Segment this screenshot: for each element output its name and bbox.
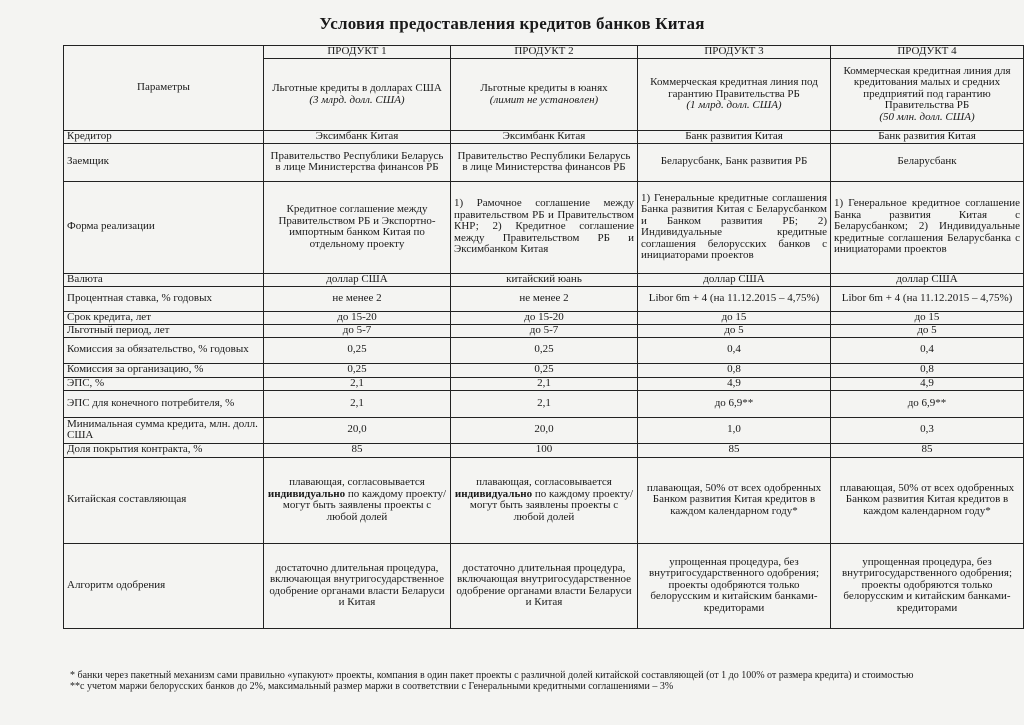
table-row-currency <box>64 273 1024 286</box>
cell: 0,8 <box>638 363 831 377</box>
cell: Libor 6m + 4 (на 11.12.2015 – 4,75%) <box>831 286 1024 311</box>
cell: достаточно длительная процедура, включающая внутригосударственное одобрение органами власти Беларуси и Китая <box>264 543 451 628</box>
cell-text: плавающая, согласовывается <box>476 476 612 488</box>
row-label: Валюта <box>64 273 264 286</box>
cell: до 5-7 <box>264 324 451 337</box>
product-4-note: (50 млн. долл. США) <box>879 110 975 123</box>
cell: Эксимбанк Китая <box>264 131 451 144</box>
cell: Банк развития Китая <box>638 131 831 144</box>
cell: до 15-20 <box>451 311 638 324</box>
cell: доллар США <box>831 273 1024 286</box>
cell-emphasis: индивидуально <box>454 487 533 500</box>
row-label: Комиссия за обязательство, % годовых <box>64 337 264 363</box>
cell: плавающая, 50% от всех одобренных Банком развития Китая кредитов в каждом календарном году* <box>638 457 831 543</box>
cell-text: по каждому проекту/могут быть заявлены проекты с любой долей <box>282 487 447 523</box>
cell-emphasis: индивидуально <box>267 487 346 500</box>
cell: до 15 <box>638 311 831 324</box>
cell: до 5 <box>831 324 1024 337</box>
table-row-eps <box>64 377 1024 390</box>
row-label: Заемщик <box>64 143 264 181</box>
cell: 4,9 <box>831 377 1024 390</box>
table-row-eps-final <box>64 390 1024 417</box>
table-row-borrower <box>64 143 1024 181</box>
cell-text: плавающая, согласовывается <box>289 476 425 488</box>
product-4-name-cell <box>831 59 1024 131</box>
cell: Эксимбанк Китая <box>451 131 638 144</box>
cell: 1) Рамочное соглашение между правительством РБ и Правительством КНР; 2) Кредитное соглашение между Правительством РБ и Эксимбанком Китая <box>451 181 638 273</box>
page-title: Условия предоставления кредитов банков Китая <box>319 14 705 33</box>
product-3-note: (1 млрд. долл. США) <box>686 99 782 112</box>
cell <box>451 457 638 543</box>
cell: Libor 6m + 4 (на 11.12.2015 – 4,75%) <box>638 286 831 311</box>
table-row-min-amount <box>64 417 1024 443</box>
table-row-creditor <box>64 131 1024 144</box>
cell: 2,1 <box>264 377 451 390</box>
cell: 2,1 <box>264 390 451 417</box>
table-row-form <box>64 181 1024 273</box>
cell: не менее 2 <box>451 286 638 311</box>
product-1-name: Льготные кредиты в долларах США <box>272 82 442 94</box>
cell: 0,4 <box>831 337 1024 363</box>
cell: Банк развития Китая <box>831 131 1024 144</box>
product-4-name: Коммерческая кредитная линия для кредитования малых и средних предприятий под гарантию Правительства РБ <box>843 64 1011 112</box>
row-label: Процентная ставка, % годовых <box>64 286 264 311</box>
cell: 85 <box>831 443 1024 457</box>
product-2-label: ПРОДУКТ 2 <box>451 46 638 59</box>
product-1-label: ПРОДУКТ 1 <box>264 46 451 59</box>
row-label: Кредитор <box>64 131 264 144</box>
cell: 85 <box>264 443 451 457</box>
cell: до 15-20 <box>264 311 451 324</box>
cell <box>264 457 451 543</box>
cell: Правительство Республики Беларусь в лице Министерства финансов РБ <box>264 143 451 181</box>
product-2-name: Льготные кредиты в юанях <box>480 82 608 94</box>
product-3-name: Коммерческая кредитная линия под гарантию Правительства РБ <box>650 76 818 100</box>
table-row-coverage <box>64 443 1024 457</box>
cell: до 6,9** <box>831 390 1024 417</box>
footnote-1-mark: * <box>70 670 75 681</box>
cell: 2,1 <box>451 390 638 417</box>
cell-text: по каждому проекту/могут быть заявлены проекты с любой долей <box>469 487 634 523</box>
cell: Кредитное соглашение между Правительством РБ и Экспортно-импортным банком Китая по отдельному проекту <box>264 181 451 273</box>
row-label: ЭПС для конечного потребителя, % <box>64 390 264 417</box>
product-4-label: ПРОДУКТ 4 <box>831 46 1024 59</box>
cell: 2,1 <box>451 377 638 390</box>
footnotes <box>70 670 1000 692</box>
table-row-arrangement-fee <box>64 363 1024 377</box>
row-label: Алгоритм одобрения <box>64 543 264 628</box>
cell: Беларусбанк <box>831 143 1024 181</box>
cell: доллар США <box>638 273 831 286</box>
row-label: ЭПС, % <box>64 377 264 390</box>
cell: 0,3 <box>831 417 1024 443</box>
row-label: Срок кредита, лет <box>64 311 264 324</box>
cell: 0,25 <box>451 337 638 363</box>
table-header-row <box>64 46 1024 59</box>
product-3-label: ПРОДУКТ 3 <box>638 46 831 59</box>
table-row-term <box>64 311 1024 324</box>
table-row-chinese-component <box>64 457 1024 543</box>
cell: 20,0 <box>451 417 638 443</box>
row-label: Доля покрытия контракта, % <box>64 443 264 457</box>
cell: 1,0 <box>638 417 831 443</box>
table-row-approval <box>64 543 1024 628</box>
product-2-note: (лимит не установлен) <box>489 93 599 106</box>
product-1-name-cell <box>264 59 451 131</box>
table-row-rate <box>64 286 1024 311</box>
cell: китайский юань <box>451 273 638 286</box>
params-header: Параметры <box>64 46 264 131</box>
cell: 20,0 <box>264 417 451 443</box>
cell: плавающая, 50% от всех одобренных Банком развития Китая кредитов в каждом календарном году* <box>831 457 1024 543</box>
cell: 100 <box>451 443 638 457</box>
cell: 1) Генеральное кредитное соглашение Банка развития Китая с Беларусбанком; 2) Индивидуальные кредитные соглашения Беларусбанка с инициаторами проектов <box>831 181 1024 273</box>
footnote-1 <box>70 670 1000 681</box>
row-label: Минимальная сумма кредита, млн. долл. США <box>64 417 264 443</box>
cell: достаточно длительная процедура, включающая внутригосударственное одобрение органами власти Беларуси и Китая <box>451 543 638 628</box>
cell: доллар США <box>264 273 451 286</box>
cell: не менее 2 <box>264 286 451 311</box>
cell: 0,25 <box>264 363 451 377</box>
table-row-grace <box>64 324 1024 337</box>
cell: упрощенная процедура, без внутригосударственного одобрения; проекты одобряются только белорусским и китайским банками-кредиторами <box>638 543 831 628</box>
product-3-name-cell <box>638 59 831 131</box>
cell: до 15 <box>831 311 1024 324</box>
row-label: Китайская составляющая <box>64 457 264 543</box>
cell: до 5 <box>638 324 831 337</box>
table-row-commitment-fee <box>64 337 1024 363</box>
cell: 0,25 <box>264 337 451 363</box>
product-2-name-cell <box>451 59 638 131</box>
cell: Правительство Республики Беларусь в лице Министерства финансов РБ <box>451 143 638 181</box>
cell: 1) Генеральные кредитные соглашения Банка развития Китая с Беларусбанком и Банком развития РБ; 2) Индивидуальные кредитные соглашения белорусских банков с инициаторами проектов <box>638 181 831 273</box>
cell: 85 <box>638 443 831 457</box>
cell: до 5-7 <box>451 324 638 337</box>
cell: 4,9 <box>638 377 831 390</box>
row-label: Форма реализации <box>64 181 264 273</box>
row-label: Комиссия за организацию, % <box>64 363 264 377</box>
cell: 0,8 <box>831 363 1024 377</box>
cell: до 6,9** <box>638 390 831 417</box>
footnote-1-text: банки через пакетный механизм сами правильно «упакуют» проекты, компания в один пакет проекты с различной долей китайской составляющей (от 1 до 100% от размера кредита) и стоимостью <box>77 670 914 681</box>
cell: 0,4 <box>638 337 831 363</box>
row-label: Льготный период, лет <box>64 324 264 337</box>
footnote-2: **с учетом маржи белорусских банков до 2%, максимальный размер маржи в соответствии с Генеральными кредитными соглашениями – 3% <box>70 681 674 692</box>
cell: Беларусбанк, Банк развития РБ <box>638 143 831 181</box>
cell: 0,25 <box>451 363 638 377</box>
product-1-note: (3 млрд. долл. США) <box>309 93 405 106</box>
credit-conditions-table <box>63 45 1024 629</box>
cell: упрощенная процедура, без внутригосударственного одобрения; проекты одобряются только белорусским и китайским банками-кредиторами <box>831 543 1024 628</box>
